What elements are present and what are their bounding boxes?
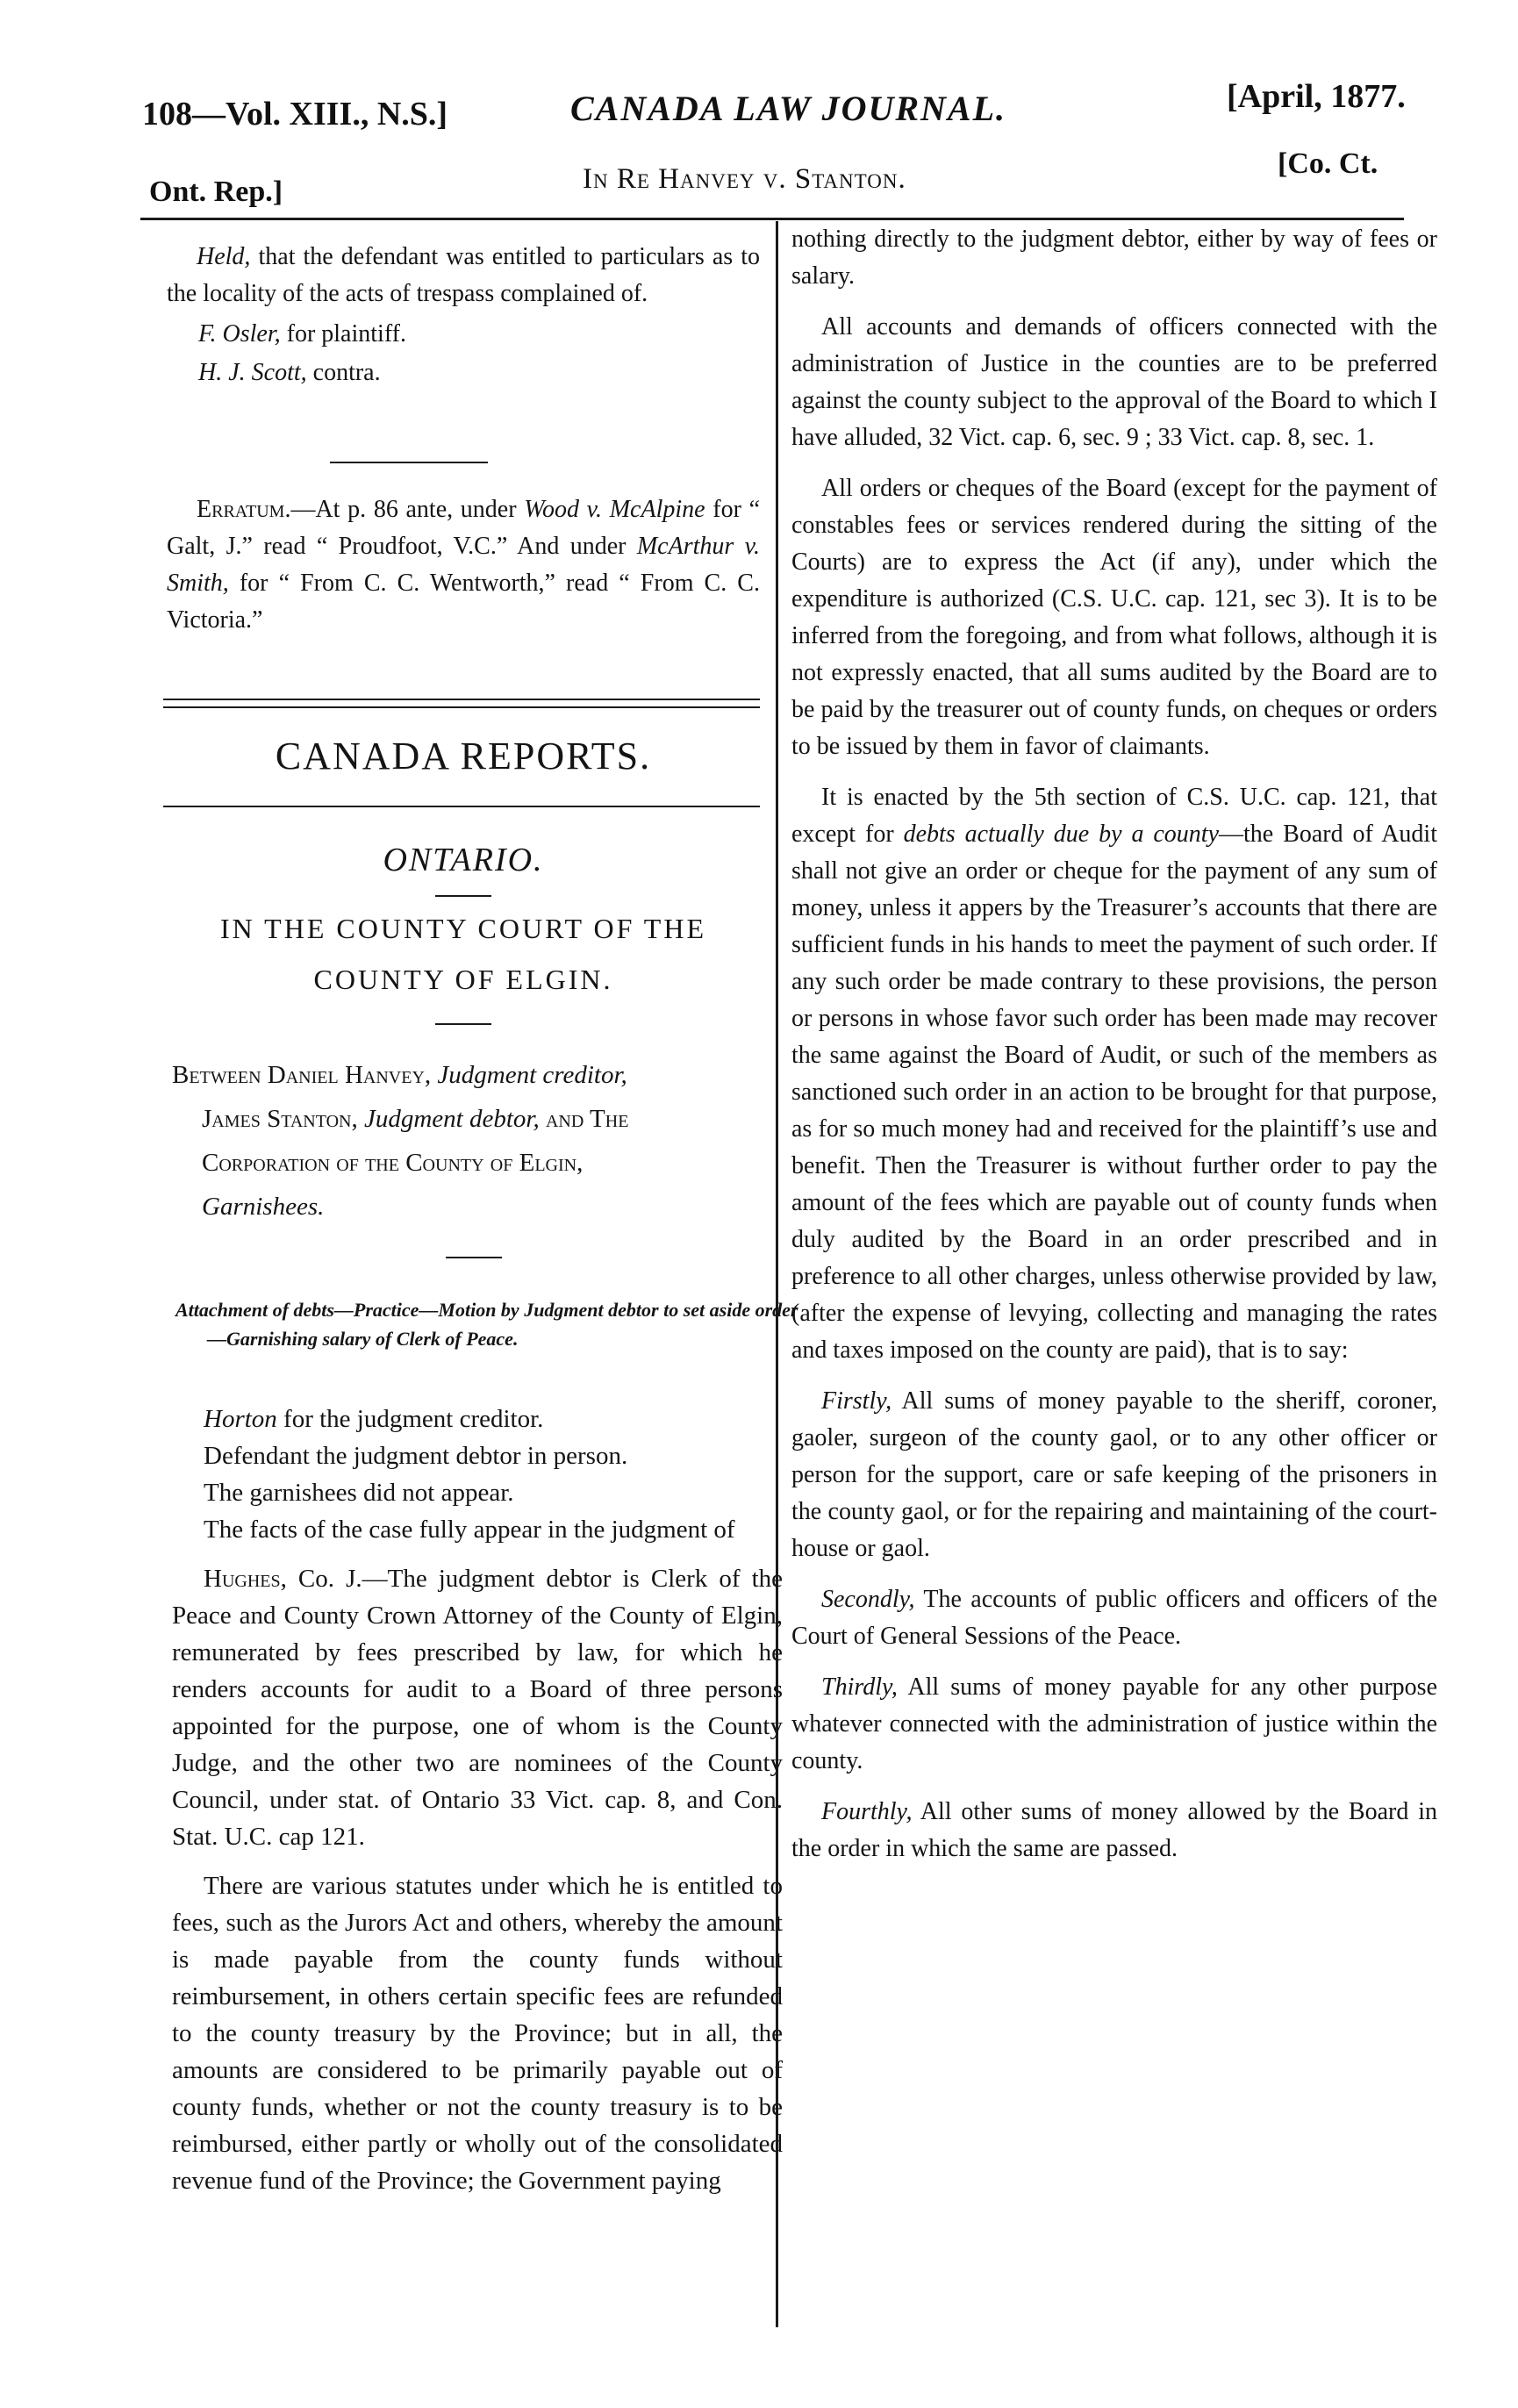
case-parties <box>172 1053 777 1229</box>
counsel-plaintiff: F. Osler, for plaintiff. <box>198 320 406 348</box>
party-debtor: James Stanton, Judgment debtor, and The <box>202 1105 629 1133</box>
item-firstly: Firstly, All sums of money payable to the sheriff, coroner, gaoler, surgeon of the county gaol, or to any other officer or person for the support, care or safe keeping of the prisoners in the county gaol, or for the repairing and maintaining of the court-house or gaol. <box>791 1387 1437 1562</box>
judgment-paragraph-2: There are various statutes under which he is entitled to fees, such as the Jurors Act and others, whereby the amount is made payable from the county funds without reimbursement, in others certain specific fees are refunded to the county treasury by the Province; but in all, the amounts are considered to be primarily payable out of county funds, whether or not the county treasury is to be reimbursed, either partly or wholly out of the consolidated revenue fund of the Province; the Government paying <box>172 1872 783 2195</box>
case-running-title: In Re Hanvey v. Stanton. <box>583 163 906 195</box>
erratum <box>167 491 760 653</box>
short-divider <box>446 1257 502 1258</box>
court-abbrev: [Co. Ct. <box>1278 147 1378 180</box>
short-divider <box>435 895 491 897</box>
counsel-contra: H. J. Scott, contra. <box>198 359 381 386</box>
double-rule-top <box>163 699 760 700</box>
header-rule <box>140 218 1404 220</box>
garnishees-note: The garnishees did not appear. <box>204 1479 514 1507</box>
section-rule <box>163 806 760 807</box>
right-column-body <box>791 221 1437 1881</box>
held-paragraph: Held, that the defendant was entitled to particulars as to the locality of the acts of trespass complained of. <box>167 243 760 307</box>
party-garnishee: Corporation of the County of Elgin, <box>202 1149 584 1177</box>
paragraph-orders: All orders or cheques of the Board (except for the payment of constables fees or services rendered during the sitting of the Courts) are to express the Act (if any), under which the expenditure is authorized (C.S. U.C. cap. 121, sec 3). It is to be inferred from the foregoing, and from what follows, although it is not expressly enacted, that all sums audited by the Board are to be paid by the treasurer out of county funds, on cheques or orders to be issued by them in favor of claimants. <box>791 475 1437 760</box>
court-heading-line1: IN THE COUNTY COURT OF THE <box>219 913 706 944</box>
counsel-debtor: Defendant the judgment debtor in person. <box>204 1442 628 1470</box>
journal-title: CANADA LAW JOURNAL. <box>570 89 1007 128</box>
short-divider <box>330 462 488 463</box>
left-column-top <box>167 239 760 393</box>
headnote: Attachment of debts—Practice—Motion by Judgment debtor to set aside order—Garnishing salary of Clerk of Peace. <box>175 1299 798 1350</box>
paragraph-continued: nothing directly to the judgment debtor, either by way of fees or salary. <box>791 226 1437 290</box>
judgment-paragraph-1: Hughes, Co. J.—The judgment debtor is Clerk of the Peace and County Crown Attorney of the County of Elgin, remunerated by fees prescribed by law, for which he renders accounts for audit to a Board of three persons appointed for the purpose, one of whom is the County Judge, and the other two are nominees of the County Council, under stat. of Ontario 33 Vict. cap. 8, and Con. Stat. U.C. cap 121. <box>172 1565 783 1851</box>
item-secondly: Secondly, The accounts of public officers and officers of the Court of General Sessions of the Peace. <box>791 1586 1437 1650</box>
counsel-creditor: Horton for the judgment creditor. <box>204 1405 544 1433</box>
issue-date: [April, 1877. <box>1227 78 1406 115</box>
double-rule-bottom <box>163 706 760 708</box>
item-fourthly: Fourthly, All other sums of money allowed by the Board in the order in which the same are passed. <box>791 1798 1437 1862</box>
paragraph-section5: It is enacted by the 5th section of C.S. U.C. cap. 121, that except for debts actually due by a county—the Board of Audit shall not give an order or cheque for the payment of any sum of money, unless it appers by the Treasurer’s accounts that there are sufficient funds in his hands to meet the payment of such order. If any such order be made contrary to these provisions, the person or persons in whose favor such order has been made may recover the same against the Board of Audit, or such of the members as sanctioned such order in an action to be brought for that purpose, as for so much money had and received for the plaintiff’s use and benefit. Then the Treasurer is without further order to pay the amount of the fees which are payable out of county funds when duly audited by the Board in an order prescribed and in preference to all other charges, unless otherwise provided by law, (after the expense of levying, collecting and managing the rates and taxes imposed on the county are paid), that is to say: <box>791 784 1437 1364</box>
facts-intro: The facts of the case fully appear in the judgment of <box>204 1516 735 1544</box>
province-heading: ONTARIO. <box>383 842 544 878</box>
court-heading-line2: COUNTY OF ELGIN. <box>313 964 613 995</box>
erratum-paragraph: Erratum.—At p. 86 ante, under Wood v. McAlpine for “ Galt, J.” read “ Proudfoot, V.C.” And under McArthur v. Smith, for “ From C. C. Wentworth,” read “ From C. C. Victoria.” <box>167 496 761 634</box>
report-series: Ont. Rep.] <box>149 176 283 208</box>
item-thirdly: Thirdly, All sums of money payable for any other purpose whatever connected with the administration of justice within the county. <box>791 1673 1437 1774</box>
left-column-body <box>172 1401 783 2199</box>
section-heading: CANADA REPORTS. <box>275 735 652 778</box>
short-divider <box>435 1023 491 1025</box>
party-garnishee-role: Garnishees. <box>202 1193 325 1221</box>
page-volume-header: 108—Vol. XIII., N.S.] <box>142 96 448 133</box>
party-creditor: Between Daniel Hanvey, Judgment creditor, <box>172 1061 627 1089</box>
paragraph-accounts: All accounts and demands of officers connected with the administration of Justice in the counties are to be preferred against the county subject to the approval of the Board to which I have alluded, 32 Vict. cap. 6, sec. 9 ; 33 Vict. cap. 8, sec. 1. <box>791 313 1437 451</box>
